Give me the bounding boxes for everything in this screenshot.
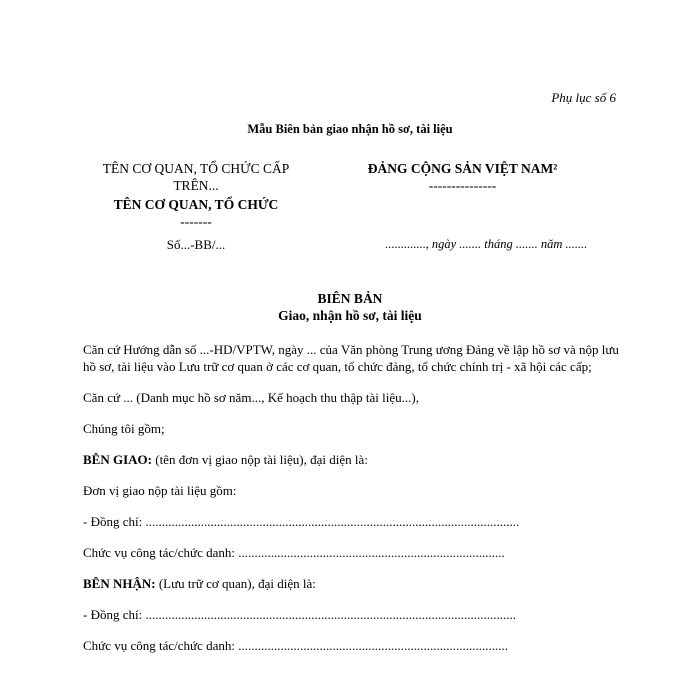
party-block [360, 160, 565, 194]
party-name: ĐẢNG CỘNG SẢN VIỆT NAM² [367, 161, 558, 176]
receiver-description: (Lưu trữ cơ quan), đại diện là: [155, 576, 316, 591]
title-line-1: BIÊN BẢN [317, 291, 383, 306]
receiver-comrade-line: - Đồng chí: .................................................................................................................. [83, 607, 516, 622]
basis-paragraph-2: Căn cứ ... (Danh mục hồ sơ năm..., Kế hoạch thu thập tài liệu...), [83, 390, 419, 405]
form-title: Mẫu Biên bản giao nhận hồ sơ, tài liệu [247, 122, 453, 136]
appendix-label: Phụ lục số 6 [551, 90, 616, 105]
basis-paragraph-1: Căn cứ Hướng dẫn số ...-HD/VPTW, ngày ... của Văn phòng Trung ương Đảng về lập hồ sơ và nộp lưu hồ sơ, tài liệu vào Lưu trữ cơ quan ở các cơ quan, tổ chức đảng, tổ chức chính trị - xã hội các cấp; [83, 342, 619, 374]
agency-name: TÊN CƠ QUAN, TỔ CHỨC [113, 197, 279, 212]
place-date-line [385, 237, 587, 252]
title-line-2: Giao, nhận hồ sơ, tài liệu [278, 308, 422, 323]
document-body [83, 341, 623, 654]
document-number: Số...-BB/... [166, 237, 226, 252]
superior-agency-name: TÊN CƠ QUAN, TỔ CHỨC CẤP TRÊN... [102, 161, 290, 193]
document-title [0, 290, 700, 324]
date-placeholder: ngày ....... tháng ....... năm ....... [431, 237, 588, 251]
agency-divider: ------- [180, 214, 212, 229]
party-divider: --------------- [428, 178, 497, 193]
giver-label: BÊN GIAO: [83, 452, 152, 467]
giver-line [83, 451, 623, 468]
receiver-line [83, 575, 623, 592]
we-include-line: Chúng tôi gồm; [83, 421, 165, 436]
giver-unit-line: Đơn vị giao nộp tài liệu gồm: [83, 483, 237, 498]
giver-description: (tên đơn vị giao nộp tài liệu), đại diện là: [151, 452, 368, 467]
giver-position-line: Chức vụ công tác/chức danh: .................................................................................. [83, 545, 505, 560]
receiver-label: BÊN NHẬN: [83, 576, 156, 591]
agency-block [96, 160, 296, 230]
giver-comrade-line: - Đồng chí: ................................................................................................................... [83, 514, 520, 529]
place-placeholder: ............., [385, 237, 432, 251]
receiver-position-line: Chức vụ công tác/chức danh: ................................................................................... [83, 638, 508, 653]
